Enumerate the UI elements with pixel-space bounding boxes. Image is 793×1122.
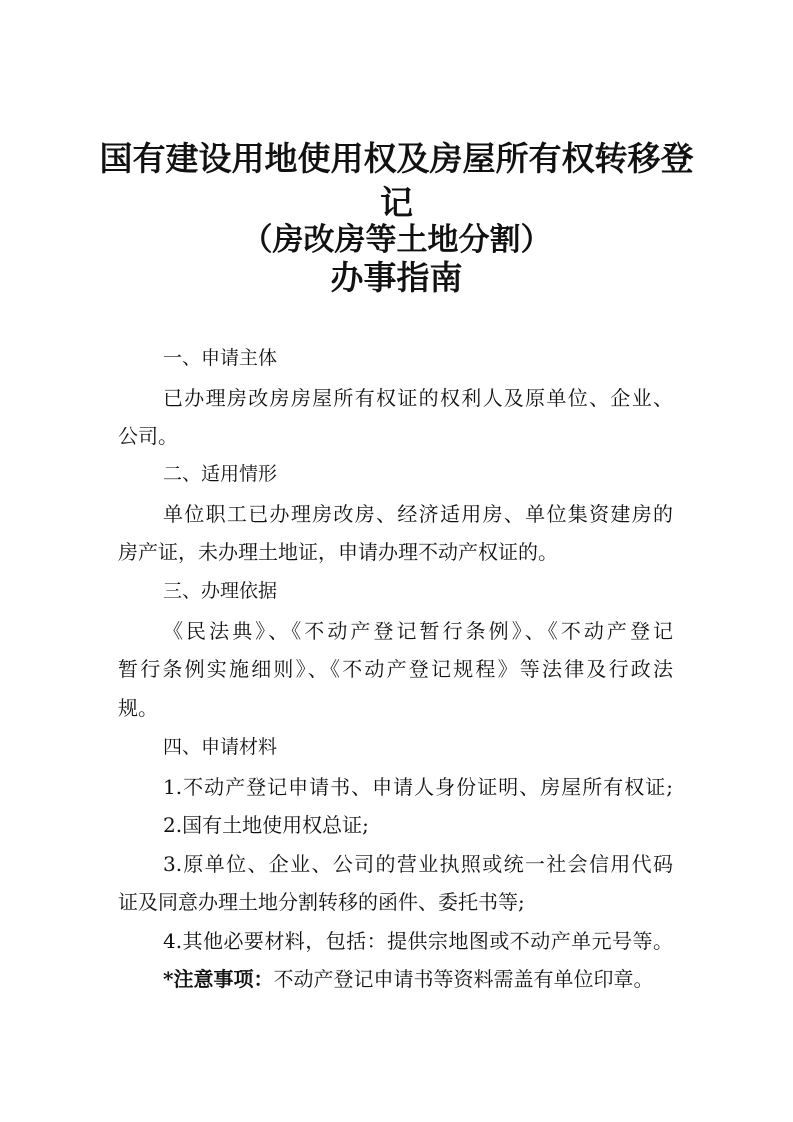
section-basis-line-1: 《民法典》、《不动产登记暂行条例》、《不动产登记 xyxy=(163,619,673,643)
notice-line xyxy=(163,966,653,992)
materials-item-1: 1.不动产登记申请书、申请人身份证明、房屋所有权证; xyxy=(163,775,673,799)
section-basis-line-3: 规。 xyxy=(118,696,158,720)
section-subject-line-1: 已办理房改房房屋所有权证的权利人及原单位、企业、 xyxy=(163,386,673,410)
materials-item-4: 4.其他必要材料，包括：提供宗地图或不动产单元号等。 xyxy=(163,929,673,953)
title-line-1: 国有建设用地使用权及房屋所有权转移登 xyxy=(99,139,694,178)
title-guide: 办事指南 xyxy=(330,258,463,297)
section-situation-line-1: 单位职工已办理房改房、经济适用房、单位集资建房的 xyxy=(163,502,673,526)
materials-item-3-line-2: 证及同意办理土地分割转移的函件、委托书等; xyxy=(118,890,525,914)
notice-label: *注意事项： xyxy=(163,967,274,991)
title-subtitle: （房改房等土地分割） xyxy=(241,222,552,258)
materials-item-3-line-1: 3.原单位、企业、公司的营业执照或统一社会信用代码 xyxy=(163,852,673,876)
materials-item-2: 2.国有土地使用权总证; xyxy=(163,813,369,837)
title-line-2: 记 xyxy=(380,183,413,222)
section-subject-heading: 一、申请主体 xyxy=(163,347,278,369)
section-situation-line-2: 房产证，未办理土地证，申请办理不动产权证的。 xyxy=(118,540,558,564)
section-basis-heading: 三、办理依据 xyxy=(163,580,278,602)
section-subject-line-2: 公司。 xyxy=(118,424,178,448)
section-materials-heading: 四、申请材料 xyxy=(163,736,278,758)
section-situation-heading: 二、适用情形 xyxy=(163,463,278,485)
section-basis-line-2: 暂行条例实施细则》、《不动产登记规程》等法律及行政法 xyxy=(118,657,673,681)
notice-text: 不动产登记申请书等资料需盖有单位印章。 xyxy=(273,967,654,991)
